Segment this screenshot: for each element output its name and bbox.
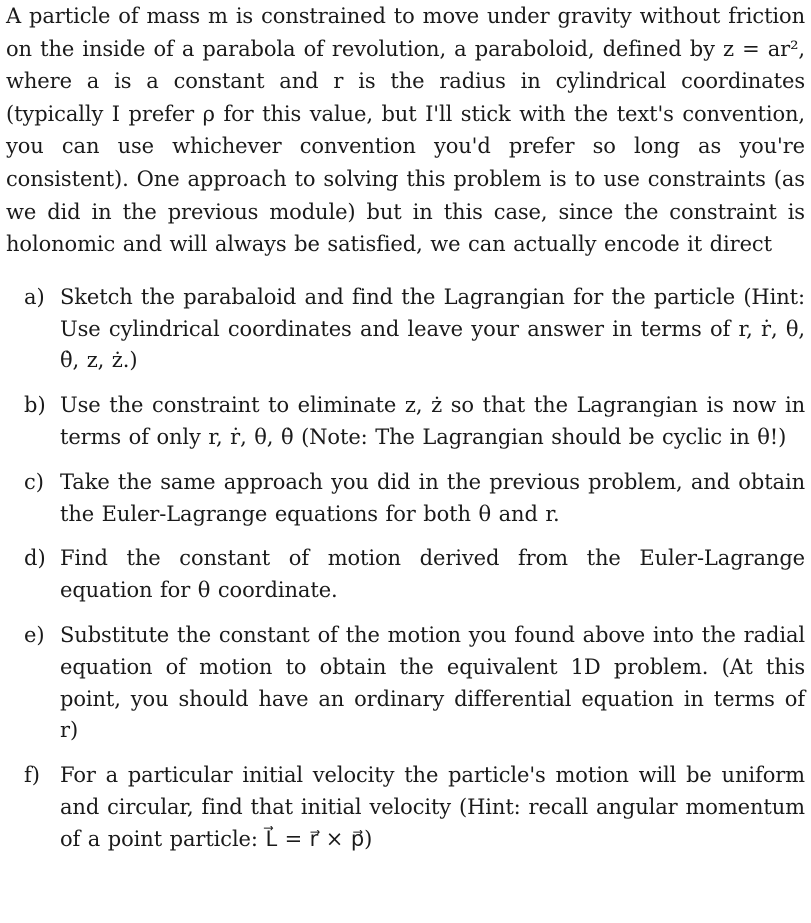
part-text: Use the constraint to eliminate z, ż so that the Lagrangian is now in terms of only r, ṙ, θ, θ̇ (Note: The Lagrangian should be cyclic in θ!)	[60, 393, 805, 449]
part-text: Find the constant of motion derived from the Euler-Lagrange equation for θ coordinate.	[60, 546, 805, 603]
problem-part-e	[6, 620, 805, 747]
problem-part-a	[6, 282, 805, 377]
problem-parts-list	[6, 282, 805, 856]
part-text: Take the same approach you did in the previous problem, and obtain the Euler-Lagrange equations for both θ and r.	[60, 469, 805, 526]
problem-part-c	[6, 467, 805, 531]
part-text: Sketch the parabaloid and find the Lagrangian for the particle (Hint: Use cylindrical coordinates and leave your answer in terms of r, ṙ, θ, θ̇, z, ż.)	[60, 284, 805, 373]
part-label: c)	[24, 469, 44, 494]
part-label: b)	[24, 393, 46, 418]
problem-part-b	[6, 390, 805, 454]
part-label: e)	[24, 622, 45, 647]
part-text: Substitute the constant of the motion you found above into the radial equation of motion to obtain the equivalent 1D problem. (At this point, you should have an ordinary differential equation in terms of r)	[60, 622, 805, 743]
part-label: d)	[24, 546, 46, 571]
problem-intro-paragraph: A particle of mass m is constrained to move under gravity without friction on the inside of a parabola of revolution, a paraboloid, defined by z = ar², where a is a constant and r is the radius in cylindrical coordinates (typically I prefer ρ for this value, but I'll stick with the text's convention, you can use whichever convention you'd prefer so long as you're consistent). One approach to solving this problem is to use constraints (as we did in the previous module) but in this case, since the constraint is holonomic and will always be satisfied, we can actually encode it direct	[6, 4, 805, 257]
part-text: For a particular initial velocity the particle's motion will be uniform and circular, find that initial velocity (Hint: recall angular momentum of a point particle: L⃗ = r⃗ × p⃗)	[60, 763, 805, 851]
part-label: a)	[24, 284, 45, 309]
part-label: f)	[24, 763, 40, 788]
problem-part-d	[6, 543, 805, 607]
problem-part-f	[6, 760, 805, 855]
